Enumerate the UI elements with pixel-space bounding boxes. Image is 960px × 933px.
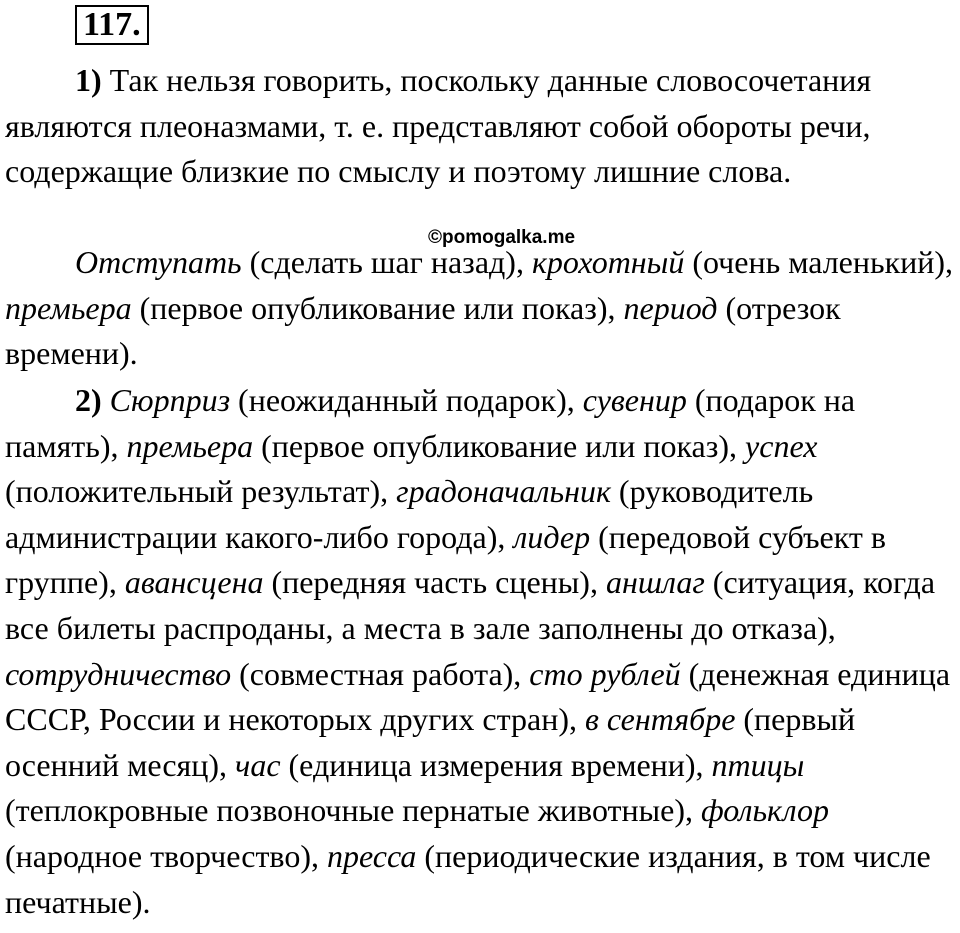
term-word: аншлаг <box>605 564 705 601</box>
term-word: Сюрприз <box>109 382 231 418</box>
term-gloss: (единица измерения времени), <box>280 746 712 783</box>
term-word: авансцена <box>124 564 264 601</box>
example-gloss: (очень маленький), <box>684 244 954 280</box>
watermark: ©pomogalka.me <box>428 227 576 248</box>
term-word: успех <box>745 427 818 464</box>
term-word: в сентябре <box>584 701 736 738</box>
term-gloss: (положительный результат), <box>5 473 397 510</box>
term-word: час <box>235 746 281 783</box>
term-gloss: (неожиданный подарок), <box>230 382 583 418</box>
exercise-number-box <box>75 5 149 45</box>
example-word: период <box>623 289 718 326</box>
answer-part-2 <box>5 378 955 925</box>
exercise-number: 117 <box>83 6 133 43</box>
term-gloss: (народное творчество), <box>5 837 327 874</box>
term-gloss: (передняя часть сцены), <box>263 564 606 601</box>
example-gloss: (первое опубликование или показ), <box>131 289 624 326</box>
exercise-number-dot: . <box>132 6 141 43</box>
term-gloss: (первый осенний месяц), <box>5 701 856 783</box>
part-1-marker: 1) <box>75 62 102 98</box>
term-gloss: (передовой субъект в группе), <box>5 518 886 601</box>
term-gloss: (теплокровные позвоночные пернатые животные), <box>5 792 701 829</box>
term-word: фольклор <box>700 792 829 829</box>
part-2-marker: 2) <box>75 382 102 418</box>
examples-paragraph <box>5 240 955 377</box>
term-word: градоначальник <box>396 473 611 510</box>
example-gloss: (сделать шаг назад), <box>241 244 532 280</box>
term-gloss: (совместная работа), <box>231 655 530 692</box>
term-gloss: (руководитель администрации какого-либо города), <box>5 473 814 555</box>
example-word: Отступать <box>75 244 242 280</box>
term-word: премьера <box>126 427 254 464</box>
example-word: крохотный <box>531 244 685 280</box>
example-gloss: (отрезок времени). <box>5 289 841 372</box>
term-word: лидер <box>513 518 591 555</box>
term-word: сувенир <box>582 382 687 418</box>
term-gloss: (первое опубликование или показ), <box>253 427 746 464</box>
term-gloss: (денежная единица СССР, России и некоторых других стран), <box>5 655 951 738</box>
answer-part-1 <box>5 58 955 195</box>
term-gloss: (ситуация, когда все билеты распроданы, а места в зале заполнены до отказа), <box>5 564 936 646</box>
term-gloss: (подарок на память), <box>5 382 856 464</box>
example-word: премьера <box>5 289 132 326</box>
term-word: птицы <box>711 746 805 783</box>
term-word: сто рублей <box>529 655 681 692</box>
term-word: пресса <box>326 837 417 874</box>
term-word: сотрудничество <box>5 655 232 692</box>
term-gloss: (периодические издания, в том числе печатные). <box>5 837 931 920</box>
part-1-text: Так нельзя говорить, поскольку данные словосочетания являются плеоназмами, т. е. представляют собой обороты речи, содержащие близкие по смыслу и поэтому лишние слова. <box>5 62 872 190</box>
